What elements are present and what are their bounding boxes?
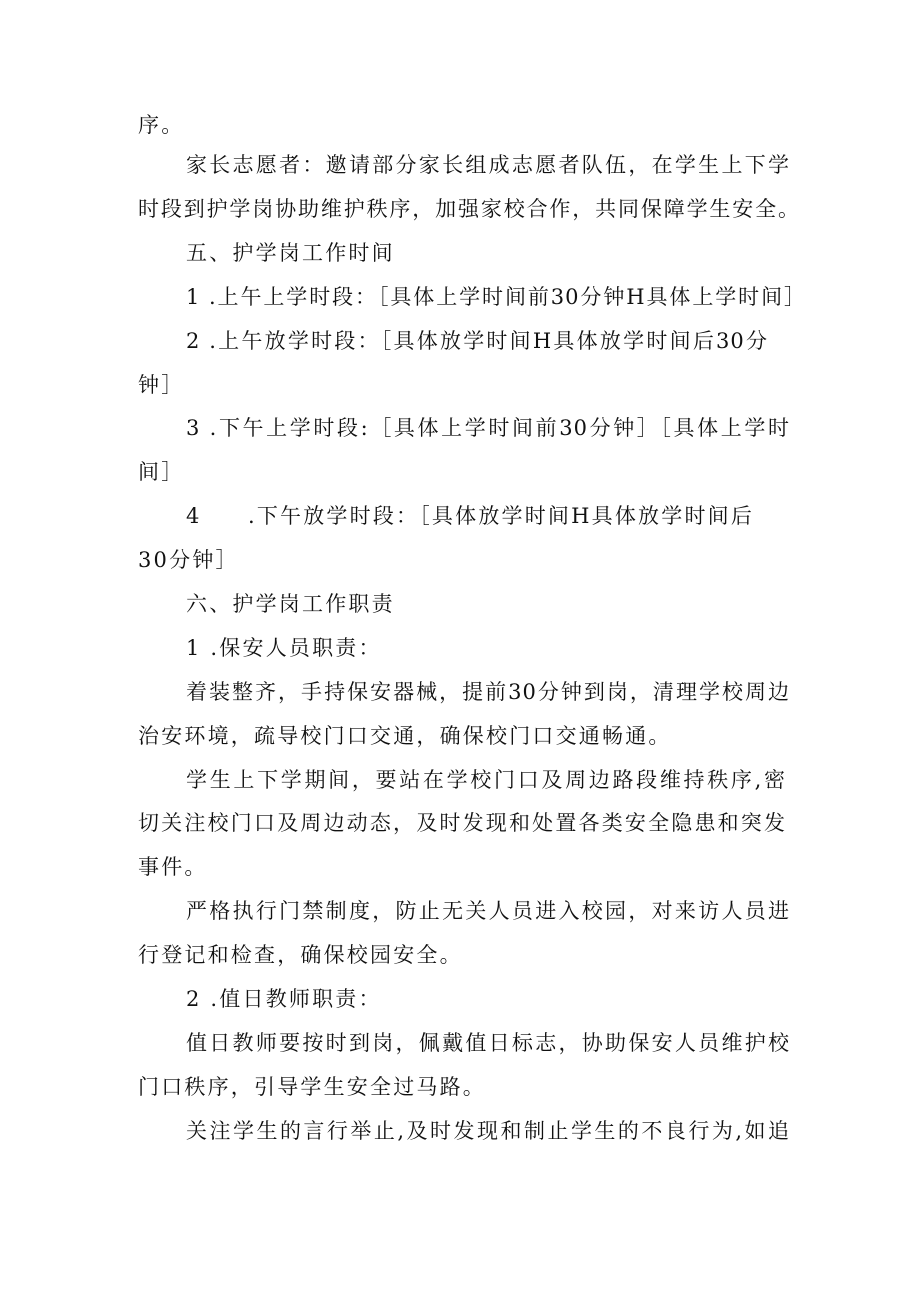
text-line: 治安环境，疏导校门口交通，确保校门口交通畅通。: [138, 724, 672, 748]
text-line: 关注学生的言行举止,及时发现和制止学生的不良行为,如追: [186, 1119, 790, 1143]
text-line: 门口秩序，引导学生安全过马路。: [138, 1075, 486, 1099]
text-line: 30分钟］: [138, 548, 239, 572]
section-heading: 五、护学岗工作时间: [186, 241, 395, 265]
text-line: 行登记和检查，确保校园安全。: [138, 943, 463, 967]
text-line: 钟］: [138, 373, 185, 397]
section-heading: 六、护学岗工作职责: [186, 592, 395, 616]
text-line: 序。: [138, 113, 185, 137]
list-item: 3 .下午上学时段:［具体上学时间前30分钟］［具体上学时: [186, 416, 790, 440]
text-line: 严格执行门禁制度，防止无关人员进入校园，对来访人员进: [186, 899, 790, 923]
list-item: 4 .下午放学时段：［具体放学时间H具体放学时间后: [186, 504, 755, 528]
text-line: 学生上下学期间，要站在学校门口及周边路段维持秩序,密: [186, 768, 786, 792]
list-item: 1 .上午上学时段：［具体上学时间前30分钟H具体上学时间］: [186, 285, 806, 309]
text-line: 家长志愿者：邀请部分家长组成志愿者队伍，在学生上下学: [186, 153, 790, 177]
text-line: 值日教师要按时到岗，佩戴值日标志，协助保安人员维护校: [186, 1031, 790, 1055]
text-line: 着装整齐，手持保安器械，提前30分钟到岗，清理学校周边: [186, 680, 790, 704]
list-item: 2 .值日教师职责：: [186, 987, 382, 1011]
text-line: 间］: [138, 460, 185, 484]
list-item: 1 .保安人员职责：: [186, 636, 382, 660]
list-item: 2 .上午放学时段：［具体放学时间H具体放学时间后30分: [186, 329, 768, 353]
text-line: 时段到护学岗协助维护秩序，加强家校合作，共同保障学生安全。: [138, 197, 800, 221]
text-line: 切关注校门口及周边动态，及时发现和处置各类安全隐患和突发: [138, 811, 786, 835]
text-line: 事件。: [138, 855, 208, 879]
